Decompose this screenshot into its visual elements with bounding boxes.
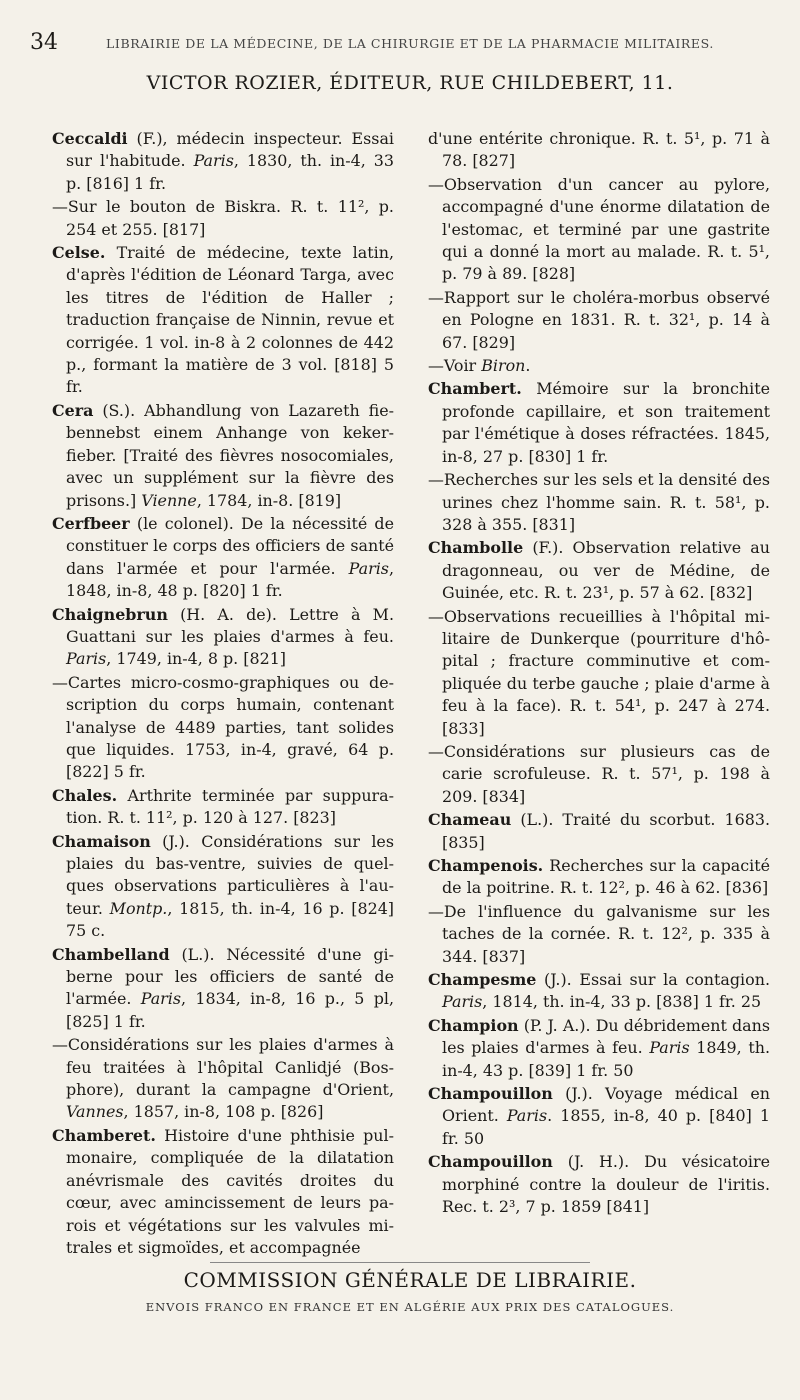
entry-author: Chambolle xyxy=(428,538,524,558)
catalogue-entry xyxy=(52,128,394,195)
entry-author: Chameau xyxy=(428,810,512,830)
catalogue-entry xyxy=(52,1125,394,1259)
catalogue-entry xyxy=(428,378,770,468)
entry-details: . 1855, in-8, 40 p. [840] 1 fr. 50 xyxy=(442,1106,770,1148)
entry-place: Montp. xyxy=(109,898,168,918)
entry-text: (L.). Nécessité d'une gi-berne pour les officiers de santé de l'armée. xyxy=(66,944,394,1009)
entry-text: (J.). Essai sur la contagion. xyxy=(536,970,770,990)
entry-author: Chambert. xyxy=(428,379,522,399)
entry-author: Champenois. xyxy=(428,856,544,875)
entry-text: Recherches sur la capacité de la poitrine. R. t. 12², p. 46 à 62. [836] xyxy=(442,856,770,898)
catalogue-entry xyxy=(52,785,394,830)
entry-author: Cera xyxy=(52,400,94,420)
running-head: LIBRAIRIE DE LA MÉDECINE, DE LA CHIRURGIE ET DE LA PHARMACIE MILITAIRES. xyxy=(106,36,714,51)
entry-author: Chaignebrun xyxy=(52,604,168,624)
catalogue-entry xyxy=(428,469,770,536)
entry-text: —Sur le bouton de Biskra. R. t. 11², p. 254 et 255. [817] xyxy=(52,197,394,239)
catalogue-body xyxy=(52,128,772,1258)
catalogue-entry xyxy=(428,901,770,968)
entry-place: Paris xyxy=(66,649,107,669)
entry-details: 1849, th. in-4, 43 p. [839] 1 fr. 50 xyxy=(442,1038,770,1080)
entry-author: Chambelland xyxy=(52,944,170,964)
catalogue-entry xyxy=(428,1151,770,1218)
entry-details: , 1834, in-8, 16 p., 5 pl, [825] 1 fr. xyxy=(66,989,395,1031)
entry-details: , 1749, in-4, 8 p. [821] xyxy=(106,649,287,669)
entry-text: d'une entérite chronique. R. t. 5¹, p. 71 à 78. [827] xyxy=(428,129,770,171)
entry-text: —Recherches sur les sels et la densité des urines chez l'homme sain. R. t. 58¹, p. 328 à 355. [831] xyxy=(428,470,770,534)
entry-text: Arthrite terminée par suppura-tion. R. t. 11², p. 120 à 127. [823] xyxy=(66,785,394,828)
catalogue-entry xyxy=(428,809,770,854)
entry-place: Paris xyxy=(506,1106,548,1126)
catalogue-entry xyxy=(428,606,770,740)
entry-text: —Cartes micro-cosmo-graphiques ou de-scription du corps humain, contenant l'analyse de 4489 parties, tant solides que liquides. 1753, in-4, gravé, 64 p. [822] 5 fr. xyxy=(52,672,394,782)
catalogue-entry xyxy=(428,287,770,354)
entry-details: , 1814, th. in-4, 33 p. [838] 1 fr. 25 xyxy=(482,992,762,1012)
catalogue-entry xyxy=(428,1083,770,1150)
entry-author: Champouillon xyxy=(428,1152,553,1172)
entry-place: Paris xyxy=(442,992,483,1012)
entry-place: Paris xyxy=(193,151,234,171)
entry-author: Celse. xyxy=(52,243,106,263)
catalogue-entry xyxy=(428,855,770,900)
entry-text: —Considérations sur plusieurs cas de carie scrofuleuse. R. t. 57¹, p. 198 à 209. [834] xyxy=(428,741,770,806)
page-header xyxy=(0,0,800,115)
entry-place: Paris xyxy=(140,989,182,1009)
entry-details: . xyxy=(525,356,531,376)
entry-text: —Considérations sur les plaies d'armes à feu traitées à l'hôpital Canlidjé (Bos-phore), durant la campagne d'Orient, xyxy=(52,1035,394,1100)
entry-text: (le colonel). De la nécessité de constituer le corps des officiers de santé dans l'armée et pour l'armée. xyxy=(66,513,394,578)
catalogue-entry xyxy=(428,537,770,604)
entry-text: (P. J. A.). Du débridement dans les plaies d'armes à feu. xyxy=(442,1015,770,1058)
entry-text: (J.). Voyage médical en Orient. xyxy=(442,1084,770,1126)
entry-author: Cerfbeer xyxy=(52,513,130,533)
entry-author: Chamberet. xyxy=(52,1125,156,1145)
entry-author: Champouillon xyxy=(428,1084,553,1104)
entry-details: , 1857, in-8, 108 p. [826] xyxy=(123,1102,324,1122)
catalogue-entry xyxy=(52,944,394,1034)
entry-text: (F.). Observation relative au dragonneau, ou ver de Médine, de Guinée, etc. R. t. 23¹, p. 57 à 62. [832] xyxy=(442,538,770,603)
right-column xyxy=(428,128,770,1220)
entry-text: —Voir xyxy=(428,356,482,376)
footer-rule xyxy=(210,1262,590,1263)
entry-text: (L.). Traité du scorbut. 1683. [835] xyxy=(442,810,770,852)
publisher-line: VICTOR ROZIER, ÉDITEUR, RUE CHILDEBERT, 11. xyxy=(146,72,674,94)
entry-details: , 1830, th. in-4, 33 p. [816] 1 fr. xyxy=(66,151,394,193)
footer-subtitle: ENVOIS FRANCO EN FRANCE ET EN ALGÉRIE AUX PRIX DES CATALOGUES. xyxy=(145,1300,675,1314)
catalogue-entry xyxy=(428,1015,770,1082)
catalogue-entry xyxy=(428,355,770,377)
entry-text: (H. A. de). Lettre à M. Guattani sur les plaies d'armes à feu. xyxy=(66,604,394,646)
catalogue-entry xyxy=(428,174,770,286)
catalogue-entry xyxy=(52,513,394,603)
left-column xyxy=(52,128,394,1260)
entry-text: —De l'influence du galvanisme sur les taches de la cornée. R. t. 12², p. 335 à 344. [837] xyxy=(428,901,770,966)
entry-details: , 1784, in-8. [819] xyxy=(196,490,342,510)
catalogue-entry xyxy=(428,969,770,1014)
entry-author: Champion xyxy=(428,1015,519,1035)
entry-place: Vannes xyxy=(66,1102,124,1122)
entry-text: —Observation d'un cancer au pylore, accompagné d'une énorme dilatation de l'estomac, et terminé par une gastrite qui a donné la mort au malade. R. t. 5¹, p. 79 à 89. [828] xyxy=(428,174,770,284)
catalogue-entry xyxy=(52,672,394,784)
catalogue-entry xyxy=(428,128,770,173)
entry-place: Paris xyxy=(348,558,389,578)
entry-text: Mémoire sur la bronchite profonde capillaire, et son traitement par l'émétique à doses réfractées. 1845, in-8, 27 p. [830] 1 fr. xyxy=(442,379,770,466)
entry-text: (J. H.). Du vésicatoire morphiné contre la douleur de l'iritis. Rec. t. 2³, 7 p. 1859 [841] xyxy=(442,1152,770,1217)
entry-text: Traité de médecine, texte latin, d'après l'édition de Léonard Targa, avec les titres de l'édition de Haller ; traduction française de Ninnin, revue et corrigée. 1 vol. in-8 à 2 colonnes de 442 p., formant la matière de 3 vol. [818] 5 fr. xyxy=(66,243,394,397)
catalogue-entry xyxy=(52,1034,394,1124)
footer-title: COMMISSION GÉNÉRALE DE LIBRAIRIE. xyxy=(183,1268,637,1292)
entry-author: Champesme xyxy=(428,970,537,990)
entry-author: Chamaison xyxy=(52,831,151,851)
catalogue-entry xyxy=(52,604,394,671)
entry-text: (J.). Considérations sur les plaies du bas-ventre, suivies de quel-ques observations particulières à l'au-teur. xyxy=(66,831,394,918)
entry-text: Histoire d'une phthisie pul-monaire, compliquée de la dilatation anévrismale des cavités droites du cœur, avec amincissement de leurs pa-rois et végétations sur les valvules mi-trales et sigmoïdes, et accompagnée xyxy=(66,1125,394,1257)
entry-author: Chales. xyxy=(52,785,118,805)
entry-place: Biron xyxy=(481,356,526,376)
page-number: 34 xyxy=(30,30,58,55)
catalogue-entry xyxy=(52,242,394,399)
entry-text: —Observations recueillies à l'hôpital mi-litaire de Dunkerque (pourriture d'hô-pital ; fracture comminutive et com-pliquée du terbe gauche ; plaie d'arme à feu à la face). R. t. 54¹, p. 247 à 274. [833] xyxy=(428,606,770,738)
entry-text: —Rapport sur le choléra-morbus observé en Pologne en 1831. R. t. 32¹, p. 14 à 67. [829] xyxy=(428,287,770,352)
entry-author: Ceccaldi xyxy=(52,129,128,148)
entry-place: Vienne xyxy=(141,490,197,510)
catalogue-entry xyxy=(52,400,394,512)
entry-text: (F.), médecin inspecteur. Essai sur l'habitude. xyxy=(66,129,394,171)
entry-place: Paris xyxy=(649,1038,690,1058)
entry-text: (S.). Abhandlung von Lazareth fie-bennebst einem Anhange von keker-fieber. [Traité des fièvres nosocomiales, avec un supplément sur la fièvre des prisons.] xyxy=(66,400,394,510)
catalogue-entry xyxy=(428,741,770,808)
entry-details: , 1815, th. in-4, 16 p. [824] 75 c. xyxy=(66,898,394,941)
catalogue-entry xyxy=(52,196,394,241)
entry-details: , 1848, in-8, 48 p. [820] 1 fr. xyxy=(66,558,394,601)
catalogue-entry xyxy=(52,831,394,943)
